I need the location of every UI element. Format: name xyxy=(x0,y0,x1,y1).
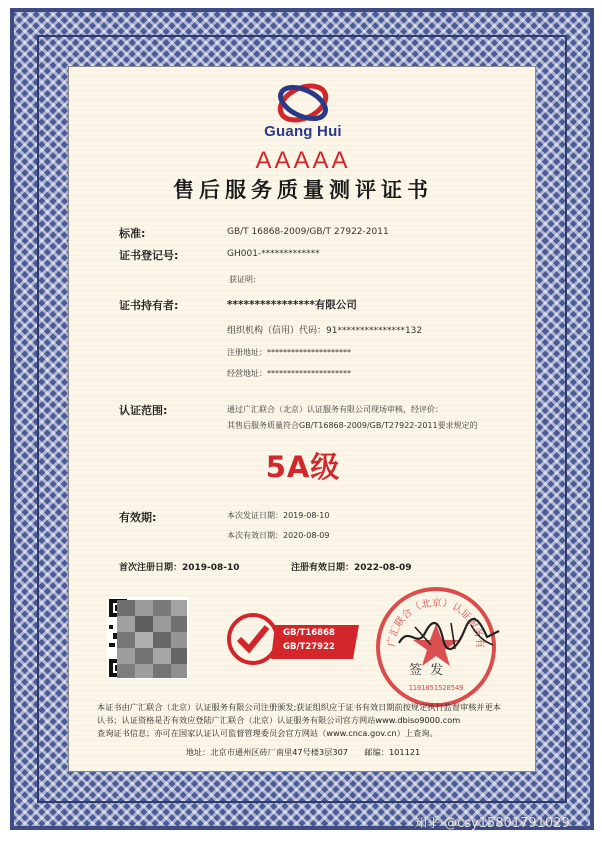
certification-badge-icon xyxy=(227,613,365,665)
footer-notes xyxy=(97,701,517,740)
holder-name: ****************有限公司 xyxy=(227,299,357,311)
footer-line-1: 本证书由广汇联合（北京）认证服务有限公司注册颁发;获证组织应于证书有效日期前按规定执行监督审核并更本 xyxy=(97,702,501,712)
scope-line-2: 其售后服务质量符合GB/T16868-2009/GB/T27922-2011要求规定的 xyxy=(227,421,478,430)
certificate-title: 售后服务质量测评证书 xyxy=(173,178,433,202)
scope-line-1: 通过广汇联合（北京）认证服务有限公司现场审核，经评价： xyxy=(227,405,443,414)
footer-line-2: 认书；认证资格是否有效应登陆广汇联合（北京）认证服务有限公司官方网站www.dbiso9000.com xyxy=(97,715,461,725)
watermark: 知乎 @csy15801791029 xyxy=(414,816,570,831)
badge-line-1: GB/T16868 xyxy=(283,628,335,638)
register-no-value: GH001-************* xyxy=(227,249,320,259)
certified-label: 获证明: xyxy=(229,275,256,284)
certificate-paper xyxy=(68,66,536,772)
sign-label: 签 发 xyxy=(409,663,446,678)
scope-label: 认证范围: xyxy=(119,404,168,417)
registration-expire-date: 注册有效日期：2022-08-09 xyxy=(291,563,412,573)
standard-label: 标准: xyxy=(119,227,146,240)
seal-arc-text: 广汇联合（北京）认证服务有 xyxy=(386,597,486,649)
issue-date: 本次发证日期：2019-08-10 xyxy=(227,511,330,520)
signature-icon xyxy=(395,615,503,655)
footer-address: 地址：北京市通州区砖厂南里47号楼3层307 邮编：101121 xyxy=(185,747,421,757)
business-address: 经营地址：********************* xyxy=(227,369,351,378)
first-registration-date: 首次注册日期：2019-08-10 xyxy=(119,563,240,573)
register-no-label: 证书登记号: xyxy=(119,249,179,262)
holder-label: 证书持有者: xyxy=(119,299,179,312)
badge-line-2: GB/T27922 xyxy=(283,642,335,652)
expire-date: 本次有效日期：2020-08-09 xyxy=(227,531,330,540)
grade-result: 5A级 xyxy=(265,450,341,484)
registered-address: 注册地址：********************* xyxy=(227,348,351,357)
qr-blur-mask xyxy=(117,600,187,678)
footer-line-3: 查询证书信息；亦可在国家认证认可监督管理委员会官方网站（www.cnca.gov.cn）上查询。 xyxy=(97,728,438,738)
org-code: 组织机构（信用）代码：91***************132 xyxy=(227,326,423,336)
seal-number: 1101051520549 xyxy=(408,684,464,692)
standard-value: GB/T 16868-2009/GB/T 27922-2011 xyxy=(227,227,389,237)
grade-title: AAAAA xyxy=(255,147,351,174)
brand-name: Guang Hui xyxy=(264,123,342,140)
validity-label: 有效期: xyxy=(119,511,157,524)
